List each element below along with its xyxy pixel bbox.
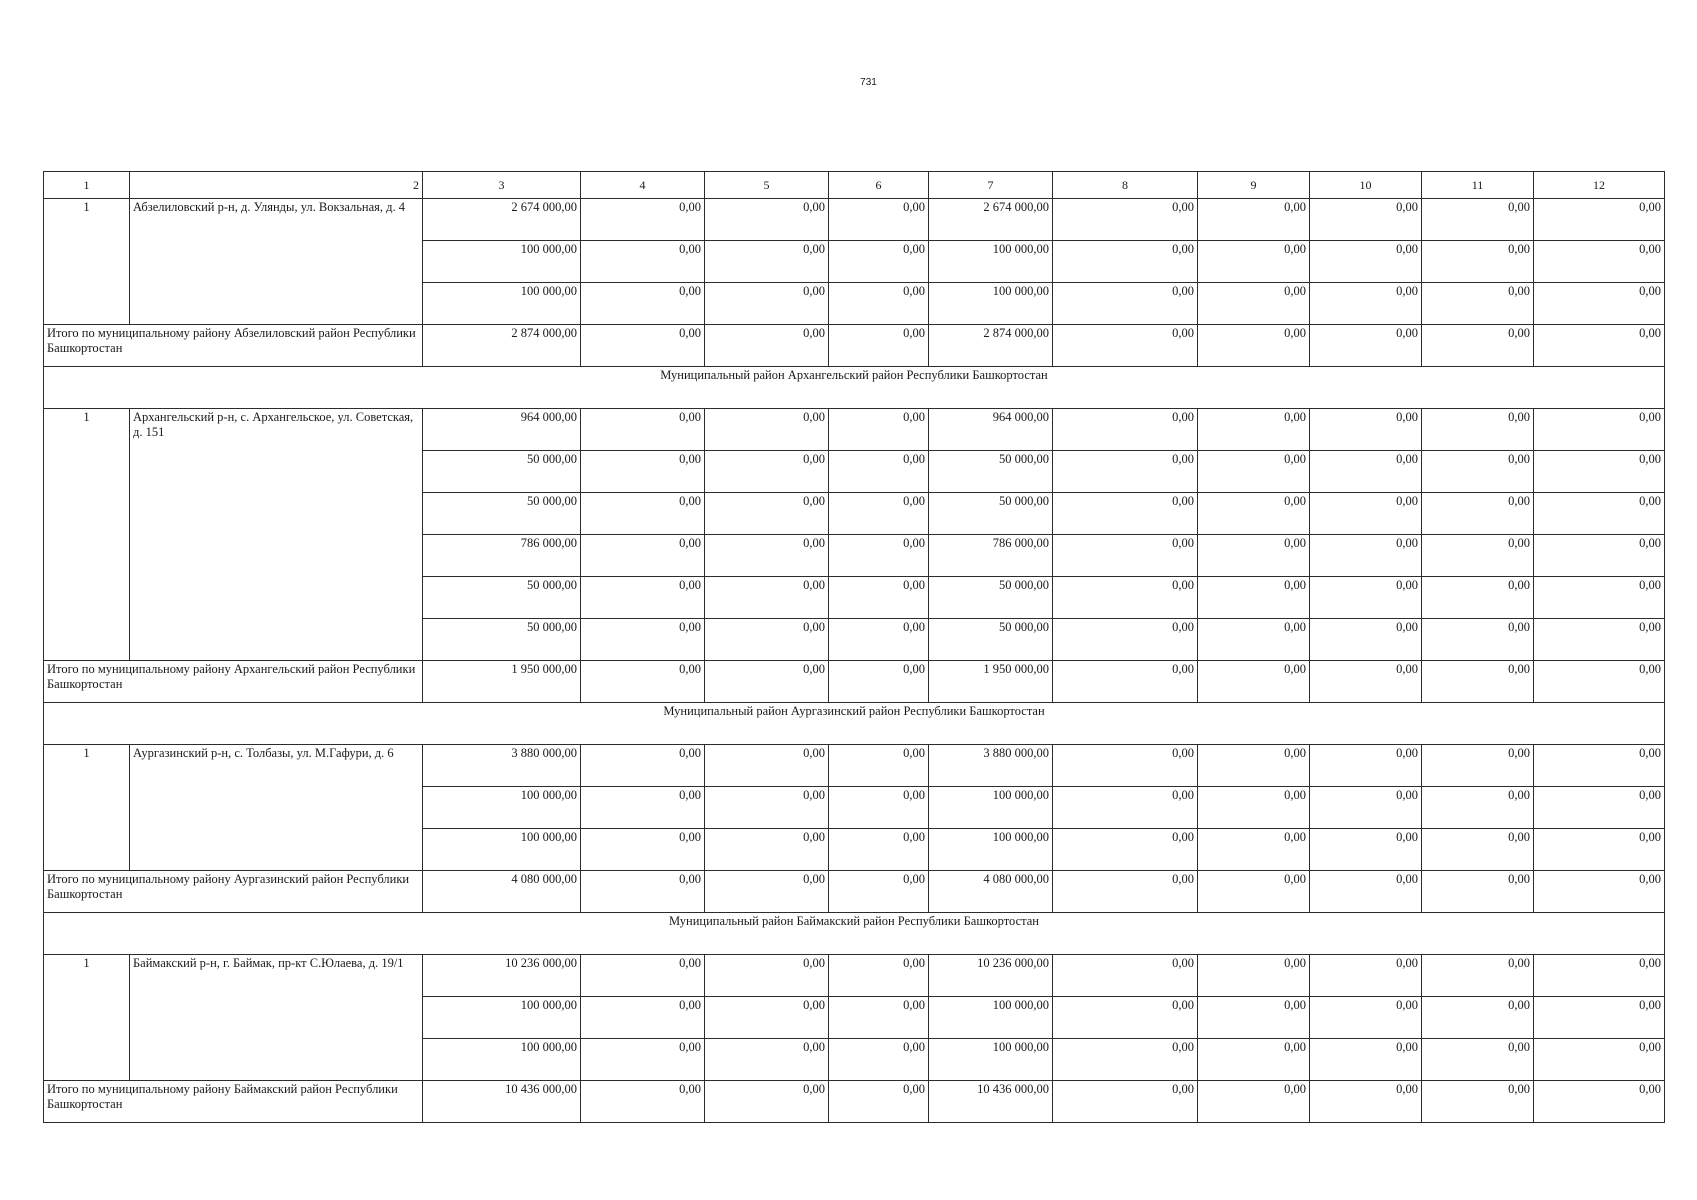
value-cell: 0,00 bbox=[1198, 241, 1310, 283]
total-value: 0,00 bbox=[1053, 1081, 1198, 1123]
value-cell: 0,00 bbox=[581, 955, 705, 997]
value-cell: 100 000,00 bbox=[929, 241, 1053, 283]
value-cell: 0,00 bbox=[1310, 451, 1422, 493]
table-row bbox=[44, 199, 1665, 241]
value-cell: 0,00 bbox=[1310, 577, 1422, 619]
row-number: 1 bbox=[44, 409, 130, 661]
total-value: 0,00 bbox=[1198, 1081, 1310, 1123]
value-cell: 0,00 bbox=[1310, 493, 1422, 535]
value-cell: 0,00 bbox=[829, 409, 929, 451]
value-cell: 0,00 bbox=[581, 283, 705, 325]
value-cell: 0,00 bbox=[705, 829, 829, 871]
value-cell: 0,00 bbox=[1053, 955, 1198, 997]
value-cell: 0,00 bbox=[1422, 577, 1534, 619]
value-cell: 0,00 bbox=[1422, 955, 1534, 997]
value-cell: 0,00 bbox=[1310, 829, 1422, 871]
value-cell: 0,00 bbox=[829, 241, 929, 283]
section-title: Муниципальный район Баймакский район Республики Башкортостан bbox=[44, 913, 1665, 955]
value-cell: 0,00 bbox=[1422, 493, 1534, 535]
value-cell: 10 236 000,00 bbox=[423, 955, 581, 997]
value-cell: 0,00 bbox=[1422, 199, 1534, 241]
page-number: 731 bbox=[860, 77, 877, 88]
budget-table bbox=[43, 171, 1665, 1123]
value-cell: 0,00 bbox=[1422, 829, 1534, 871]
value-cell: 0,00 bbox=[1198, 745, 1310, 787]
value-cell: 786 000,00 bbox=[423, 535, 581, 577]
total-value: 0,00 bbox=[1198, 325, 1310, 367]
column-header: 2 bbox=[130, 172, 423, 199]
value-cell: 0,00 bbox=[1422, 745, 1534, 787]
total-value: 10 436 000,00 bbox=[423, 1081, 581, 1123]
value-cell: 0,00 bbox=[705, 997, 829, 1039]
total-value: 4 080 000,00 bbox=[929, 871, 1053, 913]
value-cell: 0,00 bbox=[1198, 787, 1310, 829]
value-cell: 0,00 bbox=[829, 955, 929, 997]
value-cell: 100 000,00 bbox=[423, 283, 581, 325]
value-cell: 0,00 bbox=[1422, 619, 1534, 661]
total-value: 0,00 bbox=[1422, 1081, 1534, 1123]
value-cell: 100 000,00 bbox=[929, 1039, 1053, 1081]
column-header: 12 bbox=[1534, 172, 1665, 199]
value-cell: 0,00 bbox=[581, 745, 705, 787]
value-cell: 0,00 bbox=[1422, 1039, 1534, 1081]
value-cell: 50 000,00 bbox=[423, 493, 581, 535]
value-cell: 0,00 bbox=[1422, 997, 1534, 1039]
total-value: 0,00 bbox=[829, 1081, 929, 1123]
value-cell: 0,00 bbox=[1422, 283, 1534, 325]
value-cell: 0,00 bbox=[581, 409, 705, 451]
value-cell: 0,00 bbox=[1422, 787, 1534, 829]
value-cell: 0,00 bbox=[1310, 283, 1422, 325]
value-cell: 0,00 bbox=[581, 577, 705, 619]
value-cell: 0,00 bbox=[1053, 241, 1198, 283]
value-cell: 50 000,00 bbox=[929, 577, 1053, 619]
total-value: 0,00 bbox=[1310, 661, 1422, 703]
value-cell: 0,00 bbox=[705, 955, 829, 997]
value-cell: 0,00 bbox=[1534, 199, 1665, 241]
total-label: Итого по муниципальному району Баймакский район Республики Башкортостан bbox=[44, 1081, 423, 1123]
value-cell: 0,00 bbox=[1053, 451, 1198, 493]
value-cell: 0,00 bbox=[829, 451, 929, 493]
column-header: 5 bbox=[705, 172, 829, 199]
value-cell: 0,00 bbox=[1310, 619, 1422, 661]
total-value: 0,00 bbox=[1310, 325, 1422, 367]
value-cell: 0,00 bbox=[581, 199, 705, 241]
value-cell: 100 000,00 bbox=[423, 997, 581, 1039]
total-value: 10 436 000,00 bbox=[929, 1081, 1053, 1123]
value-cell: 0,00 bbox=[581, 241, 705, 283]
total-value: 0,00 bbox=[1198, 661, 1310, 703]
value-cell: 100 000,00 bbox=[929, 829, 1053, 871]
value-cell: 0,00 bbox=[1053, 997, 1198, 1039]
total-value: 0,00 bbox=[1053, 871, 1198, 913]
total-value: 2 874 000,00 bbox=[423, 325, 581, 367]
total-value: 0,00 bbox=[1534, 661, 1665, 703]
value-cell: 0,00 bbox=[1198, 955, 1310, 997]
column-header: 8 bbox=[1053, 172, 1198, 199]
value-cell: 2 674 000,00 bbox=[423, 199, 581, 241]
value-cell: 0,00 bbox=[705, 745, 829, 787]
column-header: 10 bbox=[1310, 172, 1422, 199]
total-value: 0,00 bbox=[581, 871, 705, 913]
value-cell: 0,00 bbox=[705, 493, 829, 535]
value-cell: 0,00 bbox=[1198, 577, 1310, 619]
total-row bbox=[44, 661, 1665, 703]
table-row bbox=[44, 745, 1665, 787]
value-cell: 50 000,00 bbox=[929, 493, 1053, 535]
value-cell: 0,00 bbox=[829, 283, 929, 325]
value-cell: 0,00 bbox=[1310, 997, 1422, 1039]
value-cell: 0,00 bbox=[1534, 283, 1665, 325]
total-value: 0,00 bbox=[1534, 1081, 1665, 1123]
value-cell: 0,00 bbox=[581, 829, 705, 871]
total-value: 0,00 bbox=[1198, 871, 1310, 913]
value-cell: 0,00 bbox=[705, 409, 829, 451]
total-value: 0,00 bbox=[705, 661, 829, 703]
column-header: 1 bbox=[44, 172, 130, 199]
row-number: 1 bbox=[44, 199, 130, 325]
value-cell: 0,00 bbox=[1053, 283, 1198, 325]
value-cell: 0,00 bbox=[581, 535, 705, 577]
value-cell: 0,00 bbox=[1422, 535, 1534, 577]
value-cell: 0,00 bbox=[1053, 619, 1198, 661]
value-cell: 2 674 000,00 bbox=[929, 199, 1053, 241]
total-value: 0,00 bbox=[829, 661, 929, 703]
column-header: 3 bbox=[423, 172, 581, 199]
total-label: Итого по муниципальному району Аургазинский район Республики Башкортостан bbox=[44, 871, 423, 913]
value-cell: 50 000,00 bbox=[929, 451, 1053, 493]
value-cell: 0,00 bbox=[1198, 535, 1310, 577]
value-cell: 100 000,00 bbox=[929, 283, 1053, 325]
column-header: 6 bbox=[829, 172, 929, 199]
value-cell: 0,00 bbox=[705, 199, 829, 241]
section-row bbox=[44, 367, 1665, 409]
value-cell: 0,00 bbox=[1053, 787, 1198, 829]
total-value: 0,00 bbox=[1053, 661, 1198, 703]
table-body bbox=[44, 172, 1665, 1123]
value-cell: 0,00 bbox=[1534, 241, 1665, 283]
value-cell: 50 000,00 bbox=[929, 619, 1053, 661]
total-row bbox=[44, 325, 1665, 367]
value-cell: 100 000,00 bbox=[423, 829, 581, 871]
value-cell: 0,00 bbox=[1534, 829, 1665, 871]
value-cell: 50 000,00 bbox=[423, 451, 581, 493]
value-cell: 0,00 bbox=[1534, 619, 1665, 661]
column-number-row bbox=[44, 172, 1665, 199]
value-cell: 0,00 bbox=[1053, 745, 1198, 787]
value-cell: 0,00 bbox=[1310, 745, 1422, 787]
value-cell: 0,00 bbox=[1534, 409, 1665, 451]
value-cell: 0,00 bbox=[1198, 451, 1310, 493]
address-cell: Абзелиловский р-н, д. Улянды, ул. Вокзальная, д. 4 bbox=[130, 199, 423, 325]
section-row bbox=[44, 913, 1665, 955]
column-header: 7 bbox=[929, 172, 1053, 199]
value-cell: 786 000,00 bbox=[929, 535, 1053, 577]
value-cell: 0,00 bbox=[1422, 451, 1534, 493]
value-cell: 0,00 bbox=[1310, 1039, 1422, 1081]
value-cell: 3 880 000,00 bbox=[423, 745, 581, 787]
value-cell: 0,00 bbox=[705, 535, 829, 577]
row-number: 1 bbox=[44, 745, 130, 871]
value-cell: 0,00 bbox=[1534, 535, 1665, 577]
value-cell: 0,00 bbox=[705, 241, 829, 283]
total-value: 0,00 bbox=[581, 1081, 705, 1123]
value-cell: 0,00 bbox=[1310, 787, 1422, 829]
value-cell: 0,00 bbox=[829, 997, 929, 1039]
value-cell: 0,00 bbox=[1422, 241, 1534, 283]
row-number: 1 bbox=[44, 955, 130, 1081]
value-cell: 0,00 bbox=[1534, 493, 1665, 535]
value-cell: 0,00 bbox=[1053, 829, 1198, 871]
column-header: 4 bbox=[581, 172, 705, 199]
total-row bbox=[44, 1081, 1665, 1123]
column-header: 11 bbox=[1422, 172, 1534, 199]
value-cell: 0,00 bbox=[1534, 997, 1665, 1039]
total-value: 0,00 bbox=[829, 871, 929, 913]
value-cell: 0,00 bbox=[829, 535, 929, 577]
value-cell: 0,00 bbox=[829, 577, 929, 619]
value-cell: 0,00 bbox=[705, 283, 829, 325]
value-cell: 0,00 bbox=[1310, 241, 1422, 283]
value-cell: 0,00 bbox=[1053, 409, 1198, 451]
value-cell: 3 880 000,00 bbox=[929, 745, 1053, 787]
value-cell: 50 000,00 bbox=[423, 619, 581, 661]
value-cell: 0,00 bbox=[1198, 1039, 1310, 1081]
value-cell: 0,00 bbox=[1534, 745, 1665, 787]
table-row bbox=[44, 955, 1665, 997]
total-value: 0,00 bbox=[1422, 325, 1534, 367]
value-cell: 0,00 bbox=[1422, 409, 1534, 451]
value-cell: 0,00 bbox=[1198, 997, 1310, 1039]
total-value: 0,00 bbox=[1534, 871, 1665, 913]
value-cell: 0,00 bbox=[829, 745, 929, 787]
value-cell: 0,00 bbox=[705, 451, 829, 493]
total-value: 0,00 bbox=[1534, 325, 1665, 367]
address-cell: Аургазинский р-н, с. Толбазы, ул. М.Гафури, д. 6 bbox=[130, 745, 423, 871]
value-cell: 0,00 bbox=[581, 787, 705, 829]
value-cell: 964 000,00 bbox=[929, 409, 1053, 451]
value-cell: 0,00 bbox=[705, 577, 829, 619]
total-row bbox=[44, 871, 1665, 913]
value-cell: 0,00 bbox=[829, 493, 929, 535]
total-value: 0,00 bbox=[581, 661, 705, 703]
total-value: 1 950 000,00 bbox=[423, 661, 581, 703]
value-cell: 0,00 bbox=[581, 619, 705, 661]
total-value: 0,00 bbox=[1310, 871, 1422, 913]
total-value: 0,00 bbox=[1053, 325, 1198, 367]
value-cell: 0,00 bbox=[581, 1039, 705, 1081]
value-cell: 0,00 bbox=[1198, 829, 1310, 871]
value-cell: 0,00 bbox=[1534, 787, 1665, 829]
value-cell: 100 000,00 bbox=[929, 787, 1053, 829]
value-cell: 0,00 bbox=[1198, 409, 1310, 451]
value-cell: 0,00 bbox=[829, 1039, 929, 1081]
value-cell: 0,00 bbox=[829, 787, 929, 829]
value-cell: 0,00 bbox=[705, 619, 829, 661]
total-value: 0,00 bbox=[1422, 871, 1534, 913]
total-value: 0,00 bbox=[829, 325, 929, 367]
total-value: 0,00 bbox=[1422, 661, 1534, 703]
address-cell: Баймакский р-н, г. Баймак, пр-кт С.Юлаева, д. 19/1 bbox=[130, 955, 423, 1081]
section-row bbox=[44, 703, 1665, 745]
address-cell: Архангельский р-н, с. Архангельское, ул. Советская, д. 151 bbox=[130, 409, 423, 661]
value-cell: 0,00 bbox=[1053, 1039, 1198, 1081]
value-cell: 0,00 bbox=[1053, 577, 1198, 619]
value-cell: 0,00 bbox=[581, 451, 705, 493]
value-cell: 0,00 bbox=[829, 199, 929, 241]
value-cell: 0,00 bbox=[581, 493, 705, 535]
value-cell: 100 000,00 bbox=[423, 241, 581, 283]
total-value: 0,00 bbox=[581, 325, 705, 367]
total-value: 0,00 bbox=[705, 325, 829, 367]
total-value: 0,00 bbox=[705, 1081, 829, 1123]
value-cell: 0,00 bbox=[1534, 955, 1665, 997]
value-cell: 0,00 bbox=[1534, 577, 1665, 619]
value-cell: 0,00 bbox=[1053, 535, 1198, 577]
value-cell: 100 000,00 bbox=[929, 997, 1053, 1039]
value-cell: 964 000,00 bbox=[423, 409, 581, 451]
value-cell: 0,00 bbox=[1534, 451, 1665, 493]
total-label: Итого по муниципальному району Абзелиловский район Республики Башкортостан bbox=[44, 325, 423, 367]
value-cell: 0,00 bbox=[1198, 199, 1310, 241]
column-header: 9 bbox=[1198, 172, 1310, 199]
value-cell: 0,00 bbox=[1053, 493, 1198, 535]
value-cell: 0,00 bbox=[1053, 199, 1198, 241]
total-value: 0,00 bbox=[1310, 1081, 1422, 1123]
section-title: Муниципальный район Аургазинский район Республики Башкортостан bbox=[44, 703, 1665, 745]
total-value: 4 080 000,00 bbox=[423, 871, 581, 913]
total-value: 0,00 bbox=[705, 871, 829, 913]
total-value: 2 874 000,00 bbox=[929, 325, 1053, 367]
total-value: 1 950 000,00 bbox=[929, 661, 1053, 703]
value-cell: 0,00 bbox=[1198, 283, 1310, 325]
value-cell: 0,00 bbox=[829, 619, 929, 661]
value-cell: 0,00 bbox=[581, 997, 705, 1039]
value-cell: 0,00 bbox=[705, 787, 829, 829]
value-cell: 0,00 bbox=[1198, 619, 1310, 661]
total-label: Итого по муниципальному району Архангельский район Республики Башкортостан bbox=[44, 661, 423, 703]
value-cell: 0,00 bbox=[1310, 535, 1422, 577]
value-cell: 0,00 bbox=[1198, 493, 1310, 535]
value-cell: 100 000,00 bbox=[423, 1039, 581, 1081]
value-cell: 100 000,00 bbox=[423, 787, 581, 829]
value-cell: 0,00 bbox=[829, 829, 929, 871]
value-cell: 0,00 bbox=[1310, 955, 1422, 997]
value-cell: 10 236 000,00 bbox=[929, 955, 1053, 997]
value-cell: 0,00 bbox=[705, 1039, 829, 1081]
value-cell: 0,00 bbox=[1310, 409, 1422, 451]
value-cell: 50 000,00 bbox=[423, 577, 581, 619]
value-cell: 0,00 bbox=[1534, 1039, 1665, 1081]
section-title: Муниципальный район Архангельский район Республики Башкортостан bbox=[44, 367, 1665, 409]
value-cell: 0,00 bbox=[1310, 199, 1422, 241]
table-row bbox=[44, 409, 1665, 451]
